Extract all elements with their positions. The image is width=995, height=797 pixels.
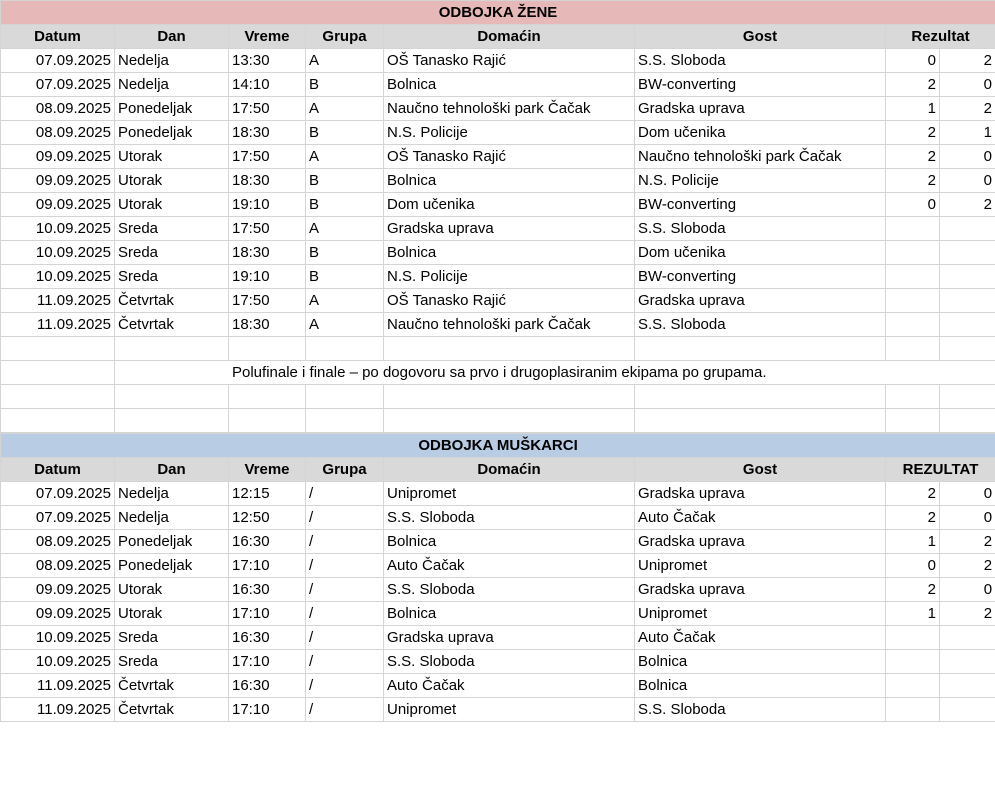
cell-domacin[interactable]: Unipromet — [384, 698, 635, 722]
cell-vreme[interactable]: 18:30 — [229, 241, 306, 265]
empty-cell[interactable] — [1, 409, 115, 433]
cell-score-home[interactable]: 2 — [886, 506, 940, 530]
table-row — [1, 530, 995, 554]
cell-score-home[interactable] — [886, 289, 940, 313]
cell-grupa[interactable]: / — [306, 602, 384, 626]
empty-cell[interactable] — [115, 385, 229, 409]
empty-cell[interactable] — [940, 337, 995, 361]
cell-grupa[interactable]: A — [306, 289, 384, 313]
cell-grupa[interactable]: A — [306, 145, 384, 169]
empty-cell[interactable] — [306, 385, 384, 409]
cell-domacin[interactable]: Gradska uprava — [384, 217, 635, 241]
table-row — [1, 73, 995, 97]
cell-score-home[interactable] — [886, 698, 940, 722]
cell-datum[interactable]: 10.09.2025 — [1, 626, 115, 650]
cell-grupa[interactable]: A — [306, 217, 384, 241]
table-row — [1, 265, 995, 289]
cell-vreme[interactable]: 12:50 — [229, 506, 306, 530]
cell-vreme[interactable]: 16:30 — [229, 578, 306, 602]
header-gost[interactable]: Gost — [635, 25, 886, 49]
cell-domacin[interactable]: Bolnica — [384, 169, 635, 193]
men-header-row — [1, 458, 995, 482]
cell-vreme[interactable]: 19:10 — [229, 265, 306, 289]
empty-row — [1, 385, 995, 409]
cell-vreme[interactable]: 18:30 — [229, 169, 306, 193]
cell-gost[interactable]: S.S. Sloboda — [635, 698, 886, 722]
cell-gost[interactable]: Gradska uprava — [635, 578, 886, 602]
table-row — [1, 241, 995, 265]
cell-dan[interactable]: Sreda — [115, 626, 229, 650]
cell-score-home[interactable]: 2 — [886, 121, 940, 145]
cell-gost[interactable]: S.S. Sloboda — [635, 49, 886, 73]
cell-vreme[interactable]: 17:50 — [229, 145, 306, 169]
cell-grupa[interactable]: B — [306, 265, 384, 289]
cell-domacin[interactable]: Auto Čačak — [384, 674, 635, 698]
cell-vreme[interactable]: 19:10 — [229, 193, 306, 217]
cell-gost[interactable]: Bolnica — [635, 650, 886, 674]
cell-score-home[interactable] — [886, 313, 940, 337]
cell-dan[interactable]: Ponedeljak — [115, 554, 229, 578]
cell-datum[interactable]: 09.09.2025 — [1, 193, 115, 217]
cell-grupa[interactable]: B — [306, 121, 384, 145]
cell-vreme[interactable]: 16:30 — [229, 530, 306, 554]
empty-cell[interactable] — [635, 337, 886, 361]
cell-domacin[interactable]: OŠ Tanasko Rajić — [384, 289, 635, 313]
women-title[interactable]: ODBOJKA ŽENE — [1, 1, 995, 25]
cell-dan[interactable]: Ponedeljak — [115, 97, 229, 121]
cell-domacin[interactable]: Bolnica — [384, 241, 635, 265]
table-row — [1, 506, 995, 530]
header-dan[interactable]: Dan — [115, 25, 229, 49]
empty-cell[interactable] — [635, 409, 886, 433]
table-row — [1, 193, 995, 217]
cell-score-away[interactable] — [940, 289, 995, 313]
cell-dan[interactable]: Utorak — [115, 169, 229, 193]
empty-cell[interactable] — [1, 337, 115, 361]
empty-cell[interactable] — [886, 385, 940, 409]
empty-cell[interactable] — [115, 409, 229, 433]
cell-datum[interactable]: 07.09.2025 — [1, 49, 115, 73]
cell-score-home[interactable]: 0 — [886, 193, 940, 217]
note-text[interactable]: Polufinale i finale – po dogovoru sa prvo i drugoplasiranim ekipama po grupama. — [115, 361, 995, 385]
table-row — [1, 578, 995, 602]
cell-datum[interactable]: 09.09.2025 — [1, 169, 115, 193]
cell-dan[interactable]: Četvrtak — [115, 289, 229, 313]
cell-score-away[interactable]: 0 — [940, 578, 995, 602]
cell-score-home[interactable]: 1 — [886, 602, 940, 626]
cell-score-home[interactable]: 2 — [886, 482, 940, 506]
cell-dan[interactable]: Sreda — [115, 217, 229, 241]
cell-domacin[interactable]: Bolnica — [384, 602, 635, 626]
cell-gost[interactable]: Bolnica — [635, 674, 886, 698]
empty-cell[interactable] — [384, 409, 635, 433]
cell-datum[interactable]: 09.09.2025 — [1, 145, 115, 169]
cell-domacin[interactable]: S.S. Sloboda — [384, 506, 635, 530]
table-row — [1, 650, 995, 674]
cell-datum[interactable]: 10.09.2025 — [1, 650, 115, 674]
cell-domacin[interactable]: Bolnica — [384, 73, 635, 97]
cell-domacin[interactable]: S.S. Sloboda — [384, 650, 635, 674]
table-row — [1, 289, 995, 313]
cell-score-away[interactable]: 0 — [940, 145, 995, 169]
table-row — [1, 217, 995, 241]
empty-cell[interactable] — [1, 361, 115, 385]
cell-score-away[interactable]: 0 — [940, 482, 995, 506]
cell-vreme[interactable]: 17:10 — [229, 554, 306, 578]
cell-grupa[interactable]: / — [306, 482, 384, 506]
cell-score-away[interactable]: 0 — [940, 506, 995, 530]
cell-domacin[interactable]: OŠ Tanasko Rajić — [384, 49, 635, 73]
cell-gost[interactable]: Unipromet — [635, 554, 886, 578]
cell-score-home[interactable] — [886, 241, 940, 265]
cell-datum[interactable]: 11.09.2025 — [1, 674, 115, 698]
cell-vreme[interactable]: 17:50 — [229, 289, 306, 313]
cell-score-away[interactable] — [940, 650, 995, 674]
cell-gost[interactable]: Gradska uprava — [635, 289, 886, 313]
cell-grupa[interactable]: / — [306, 650, 384, 674]
cell-datum[interactable]: 10.09.2025 — [1, 241, 115, 265]
cell-domacin[interactable]: OŠ Tanasko Rajić — [384, 145, 635, 169]
cell-vreme[interactable]: 13:30 — [229, 49, 306, 73]
cell-dan[interactable]: Utorak — [115, 578, 229, 602]
empty-cell[interactable] — [940, 385, 995, 409]
cell-grupa[interactable]: / — [306, 578, 384, 602]
cell-gost[interactable]: Gradska uprava — [635, 97, 886, 121]
cell-datum[interactable]: 07.09.2025 — [1, 506, 115, 530]
cell-domacin[interactable]: Naučno tehnološki park Čačak — [384, 97, 635, 121]
header-datum[interactable]: Datum — [1, 25, 115, 49]
table-row — [1, 482, 995, 506]
cell-datum[interactable]: 08.09.2025 — [1, 530, 115, 554]
cell-score-away[interactable] — [940, 265, 995, 289]
cell-dan[interactable]: Nedelja — [115, 49, 229, 73]
cell-vreme[interactable]: 17:50 — [229, 217, 306, 241]
cell-domacin[interactable]: Auto Čačak — [384, 554, 635, 578]
cell-dan[interactable]: Nedelja — [115, 482, 229, 506]
cell-gost[interactable]: Auto Čačak — [635, 626, 886, 650]
table-row — [1, 313, 995, 337]
cell-datum[interactable]: 11.09.2025 — [1, 698, 115, 722]
men-title-row — [1, 434, 995, 458]
cell-gost[interactable]: Naučno tehnološki park Čačak — [635, 145, 886, 169]
cell-score-away[interactable] — [940, 674, 995, 698]
header-domacin[interactable]: Domaćin — [384, 458, 635, 482]
empty-cell[interactable] — [886, 409, 940, 433]
header-rezultat[interactable]: REZULTAT — [886, 458, 995, 482]
cell-grupa[interactable]: / — [306, 626, 384, 650]
cell-vreme[interactable]: 14:10 — [229, 73, 306, 97]
cell-vreme[interactable]: 18:30 — [229, 121, 306, 145]
cell-dan[interactable]: Utorak — [115, 145, 229, 169]
cell-score-away[interactable]: 1 — [940, 121, 995, 145]
cell-score-home[interactable]: 2 — [886, 145, 940, 169]
empty-cell[interactable] — [384, 337, 635, 361]
header-vreme[interactable]: Vreme — [229, 458, 306, 482]
men-title[interactable]: ODBOJKA MUŠKARCI — [1, 434, 995, 458]
cell-score-away[interactable] — [940, 626, 995, 650]
cell-gost[interactable]: Gradska uprava — [635, 482, 886, 506]
cell-dan[interactable]: Četvrtak — [115, 674, 229, 698]
cell-dan[interactable]: Nedelja — [115, 506, 229, 530]
cell-score-away[interactable]: 2 — [940, 554, 995, 578]
cell-score-home[interactable]: 0 — [886, 554, 940, 578]
cell-grupa[interactable]: / — [306, 530, 384, 554]
note-row — [1, 361, 995, 385]
table-row — [1, 145, 995, 169]
cell-vreme[interactable]: 17:50 — [229, 97, 306, 121]
empty-row — [1, 337, 995, 361]
cell-datum[interactable]: 10.09.2025 — [1, 217, 115, 241]
cell-dan[interactable]: Četvrtak — [115, 313, 229, 337]
cell-dan[interactable]: Sreda — [115, 650, 229, 674]
women-header-row — [1, 25, 995, 49]
cell-grupa[interactable]: B — [306, 73, 384, 97]
cell-score-home[interactable]: 1 — [886, 530, 940, 554]
empty-row — [1, 409, 995, 433]
header-grupa[interactable]: Grupa — [306, 458, 384, 482]
cell-score-home[interactable] — [886, 217, 940, 241]
cell-gost[interactable]: BW-converting — [635, 265, 886, 289]
cell-vreme[interactable]: 17:10 — [229, 602, 306, 626]
empty-cell[interactable] — [940, 409, 995, 433]
cell-gost[interactable]: Auto Čačak — [635, 506, 886, 530]
cell-vreme[interactable]: 18:30 — [229, 313, 306, 337]
cell-score-home[interactable] — [886, 650, 940, 674]
cell-datum[interactable]: 08.09.2025 — [1, 554, 115, 578]
cell-score-away[interactable]: 0 — [940, 169, 995, 193]
cell-vreme[interactable]: 17:10 — [229, 650, 306, 674]
table-row — [1, 49, 995, 73]
cell-domacin[interactable]: Unipromet — [384, 482, 635, 506]
cell-dan[interactable]: Sreda — [115, 265, 229, 289]
cell-gost[interactable]: Unipromet — [635, 602, 886, 626]
empty-cell[interactable] — [1, 385, 115, 409]
cell-score-away[interactable] — [940, 313, 995, 337]
header-dan[interactable]: Dan — [115, 458, 229, 482]
cell-datum[interactable]: 11.09.2025 — [1, 313, 115, 337]
table-row — [1, 554, 995, 578]
cell-score-home[interactable]: 2 — [886, 578, 940, 602]
cell-domacin[interactable]: Naučno tehnološki park Čačak — [384, 313, 635, 337]
cell-score-away[interactable] — [940, 217, 995, 241]
cell-score-away[interactable]: 2 — [940, 602, 995, 626]
cell-score-away[interactable]: 2 — [940, 530, 995, 554]
cell-domacin[interactable]: Dom učenika — [384, 193, 635, 217]
cell-domacin[interactable]: Bolnica — [384, 530, 635, 554]
cell-score-home[interactable] — [886, 626, 940, 650]
cell-dan[interactable]: Sreda — [115, 241, 229, 265]
cell-vreme[interactable]: 16:30 — [229, 626, 306, 650]
cell-gost[interactable]: BW-converting — [635, 73, 886, 97]
header-vreme[interactable]: Vreme — [229, 25, 306, 49]
empty-cell[interactable] — [306, 337, 384, 361]
cell-score-away[interactable]: 2 — [940, 97, 995, 121]
table-row — [1, 674, 995, 698]
cell-grupa[interactable]: A — [306, 97, 384, 121]
header-grupa[interactable]: Grupa — [306, 25, 384, 49]
cell-score-home[interactable]: 2 — [886, 169, 940, 193]
cell-dan[interactable]: Četvrtak — [115, 698, 229, 722]
cell-score-home[interactable] — [886, 674, 940, 698]
cell-domacin[interactable]: N.S. Policije — [384, 121, 635, 145]
cell-datum[interactable]: 08.09.2025 — [1, 121, 115, 145]
empty-cell[interactable] — [306, 409, 384, 433]
empty-cell[interactable] — [229, 337, 306, 361]
cell-grupa[interactable]: A — [306, 49, 384, 73]
cell-datum[interactable]: 09.09.2025 — [1, 602, 115, 626]
cell-score-away[interactable]: 2 — [940, 49, 995, 73]
table-row — [1, 169, 995, 193]
cell-score-home[interactable] — [886, 265, 940, 289]
cell-domacin[interactable]: Gradska uprava — [384, 626, 635, 650]
cell-grupa[interactable]: / — [306, 506, 384, 530]
table-row — [1, 698, 995, 722]
empty-cell[interactable] — [229, 385, 306, 409]
header-rezultat[interactable]: Rezultat — [886, 25, 995, 49]
header-gost[interactable]: Gost — [635, 458, 886, 482]
table-row — [1, 626, 995, 650]
cell-dan[interactable]: Utorak — [115, 602, 229, 626]
cell-score-home[interactable]: 0 — [886, 49, 940, 73]
cell-dan[interactable]: Ponedeljak — [115, 530, 229, 554]
cell-vreme[interactable]: 16:30 — [229, 674, 306, 698]
cell-datum[interactable]: 10.09.2025 — [1, 265, 115, 289]
cell-datum[interactable]: 07.09.2025 — [1, 482, 115, 506]
cell-gost[interactable]: BW-converting — [635, 193, 886, 217]
table-row — [1, 602, 995, 626]
cell-grupa[interactable]: / — [306, 674, 384, 698]
cell-grupa[interactable]: B — [306, 169, 384, 193]
cell-domacin[interactable]: S.S. Sloboda — [384, 578, 635, 602]
cell-datum[interactable]: 09.09.2025 — [1, 578, 115, 602]
cell-grupa[interactable]: / — [306, 698, 384, 722]
cell-grupa[interactable]: B — [306, 193, 384, 217]
empty-cell[interactable] — [229, 409, 306, 433]
cell-dan[interactable]: Utorak — [115, 193, 229, 217]
cell-datum[interactable]: 08.09.2025 — [1, 97, 115, 121]
cell-score-away[interactable] — [940, 241, 995, 265]
cell-gost[interactable]: S.S. Sloboda — [635, 313, 886, 337]
cell-grupa[interactable]: B — [306, 241, 384, 265]
cell-domacin[interactable]: N.S. Policije — [384, 265, 635, 289]
cell-datum[interactable]: 11.09.2025 — [1, 289, 115, 313]
cell-gost[interactable]: Dom učenika — [635, 121, 886, 145]
cell-vreme[interactable]: 17:10 — [229, 698, 306, 722]
table-row — [1, 97, 995, 121]
cell-score-away[interactable]: 0 — [940, 73, 995, 97]
cell-score-home[interactable]: 1 — [886, 97, 940, 121]
empty-cell[interactable] — [384, 385, 635, 409]
table-row — [1, 121, 995, 145]
empty-cell[interactable] — [115, 337, 229, 361]
cell-gost[interactable]: Dom učenika — [635, 241, 886, 265]
empty-cell[interactable] — [635, 385, 886, 409]
cell-grupa[interactable]: A — [306, 313, 384, 337]
men-table — [0, 433, 995, 722]
cell-dan[interactable]: Ponedeljak — [115, 121, 229, 145]
cell-gost[interactable]: N.S. Policije — [635, 169, 886, 193]
cell-score-home[interactable]: 2 — [886, 73, 940, 97]
cell-vreme[interactable]: 12:15 — [229, 482, 306, 506]
cell-datum[interactable]: 07.09.2025 — [1, 73, 115, 97]
header-domacin[interactable]: Domaćin — [384, 25, 635, 49]
cell-gost[interactable]: Gradska uprava — [635, 530, 886, 554]
cell-gost[interactable]: S.S. Sloboda — [635, 217, 886, 241]
cell-score-away[interactable]: 2 — [940, 193, 995, 217]
cell-score-away[interactable] — [940, 698, 995, 722]
cell-dan[interactable]: Nedelja — [115, 73, 229, 97]
cell-grupa[interactable]: / — [306, 554, 384, 578]
header-datum[interactable]: Datum — [1, 458, 115, 482]
empty-cell[interactable] — [886, 337, 940, 361]
women-title-row — [1, 1, 995, 25]
